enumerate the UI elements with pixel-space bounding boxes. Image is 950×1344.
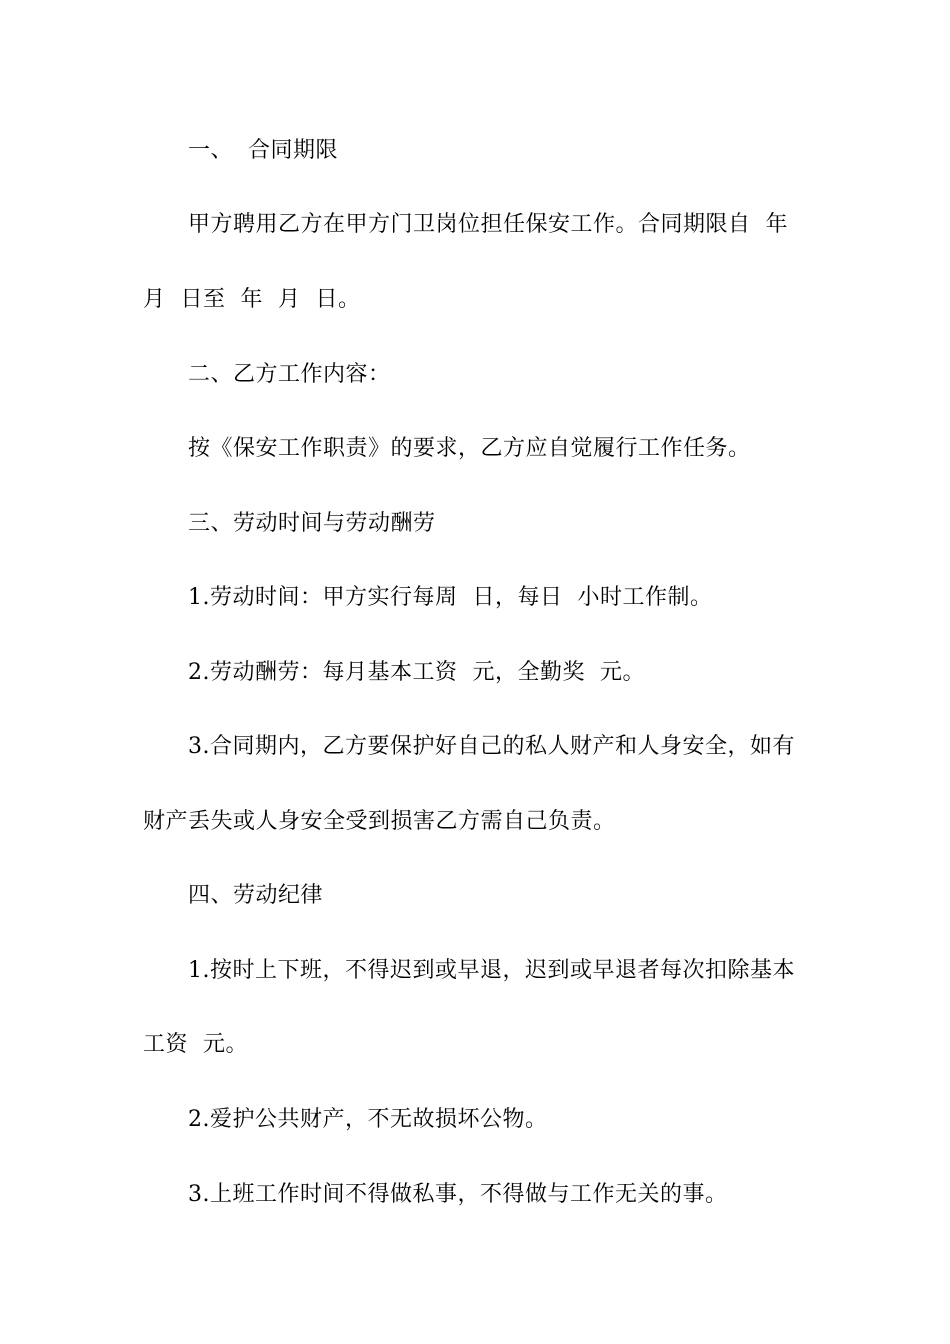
section-heading-contract-term: 一、 合同期限	[188, 138, 338, 163]
list-item: 2.爱护公共财产，不无故损坏公物。	[188, 1107, 548, 1132]
paragraph-line: 财产丢失或人身安全受到损害乙方需自己负责。	[143, 809, 616, 834]
section-heading-labor-discipline: 四、劳动纪律	[188, 883, 324, 908]
paragraph-line: 月 日至 年 月 日。	[143, 287, 361, 312]
list-item: 1.按时上下班，不得迟到或早退，迟到或早退者每次扣除基本	[188, 958, 795, 983]
section-heading-work-content: 二、乙方工作内容：	[188, 362, 391, 387]
list-item: 3.合同期内，乙方要保护好自己的私人财产和人身安全，如有	[188, 734, 795, 759]
section-heading-working-time: 三、劳动时间与劳动酬劳	[188, 511, 436, 536]
list-item: 3.上班工作时间不得做私事，不得做与工作无关的事。	[188, 1182, 728, 1207]
list-item: 2.劳动酬劳：每月基本工资 元，全勤奖 元。	[188, 660, 645, 685]
paragraph-line: 甲方聘用乙方在甲方门卫岗位担任保安工作。合同期限自 年	[188, 212, 788, 237]
paragraph-line: 工资 元。	[143, 1032, 248, 1057]
list-item: 1.劳动时间：甲方实行每周 日，每日 小时工作制。	[188, 585, 713, 610]
paragraph-line: 按《保安工作职责》的要求，乙方应自觉履行工作任务。	[188, 436, 751, 461]
